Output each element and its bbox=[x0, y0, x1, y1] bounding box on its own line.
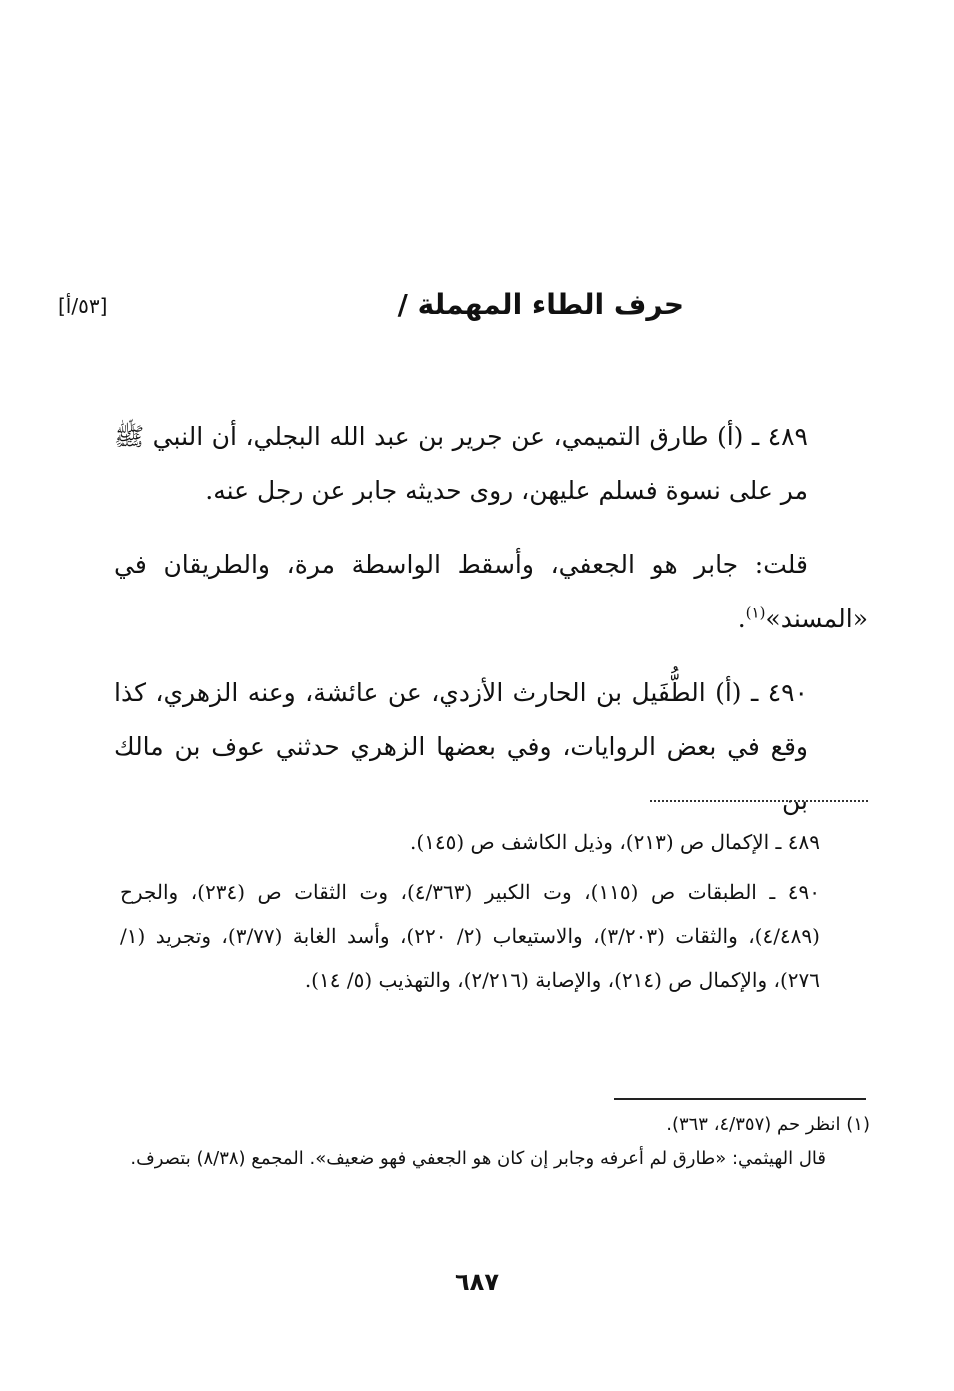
footnote-1: (١) انظر حم (٤/٣٥٧، ٣٦٣). bbox=[666, 1114, 870, 1135]
entry-489-text: ٤٨٩ ـ (أ) طارق التميمي، عن جرير بن عبد الله البجلي، أن النبي ﷺ مر على نسوة فسلم عليهن، روى حديثه جابر عن رجل عنه. bbox=[114, 422, 808, 505]
page-number: ٦٨٧ bbox=[455, 1268, 499, 1296]
footnote-rule bbox=[614, 1098, 866, 1100]
sources-block bbox=[120, 820, 820, 1008]
source-489: ٤٨٩ ـ الإكمال ص (٢١٣)، وذيل الكاشف ص (١٤٥). bbox=[409, 830, 820, 854]
running-title: حرف الطاء المهملة / bbox=[397, 288, 684, 321]
footnote-marker: (١) bbox=[745, 603, 766, 622]
main-text bbox=[114, 410, 868, 848]
entry-490 bbox=[114, 666, 868, 828]
folio-reference: [٥٣/أ] bbox=[58, 294, 108, 318]
page-header bbox=[40, 288, 920, 332]
note-paragraph-text: قلت: جابر هو الجعفي، وأسقط الواسطة مرة، والطريقان في «المسند» bbox=[114, 550, 868, 633]
source-490: ٤٩٠ ـ الطبقات ص (١١٥)، وت الكبير (٤/٣٦٣)، وت الثقات ص (٢٣٤)، والجرح (٤/٤٨٩)، والثقات (٣/٢٠٣)، والاستيعاب (٢/ ٢٢٠)، وأسد الغابة (٣/٧٧)، وتجريد (١/ ٢٧٦)، والإكمال ص (٢١٤)، والإصابة (٢/٢١٦)، والتهذيب (٥/ ١٤). bbox=[120, 880, 821, 992]
dotted-separator bbox=[650, 800, 868, 802]
footnote-1-continued: قال الهيثمي: «طارق لم أعرفه وجابر إن كان هو الجعفي فهو ضعيف». المجمع (٨/٣٨) بتصرف. bbox=[130, 1148, 826, 1169]
note-paragraph bbox=[114, 538, 868, 646]
note-paragraph-tail: . bbox=[737, 604, 746, 633]
entry-490-text: ٤٩٠ ـ (أ) الطُّفَيل بن الحارث الأزدي، عن عائشة، وعنه الزهري، كذا وقع في بعض الروايات، وفي بعضها الزهري حدثني عوف بن مالك بن bbox=[114, 678, 808, 815]
entry-489 bbox=[114, 410, 868, 518]
footnotes-block bbox=[118, 1108, 870, 1176]
